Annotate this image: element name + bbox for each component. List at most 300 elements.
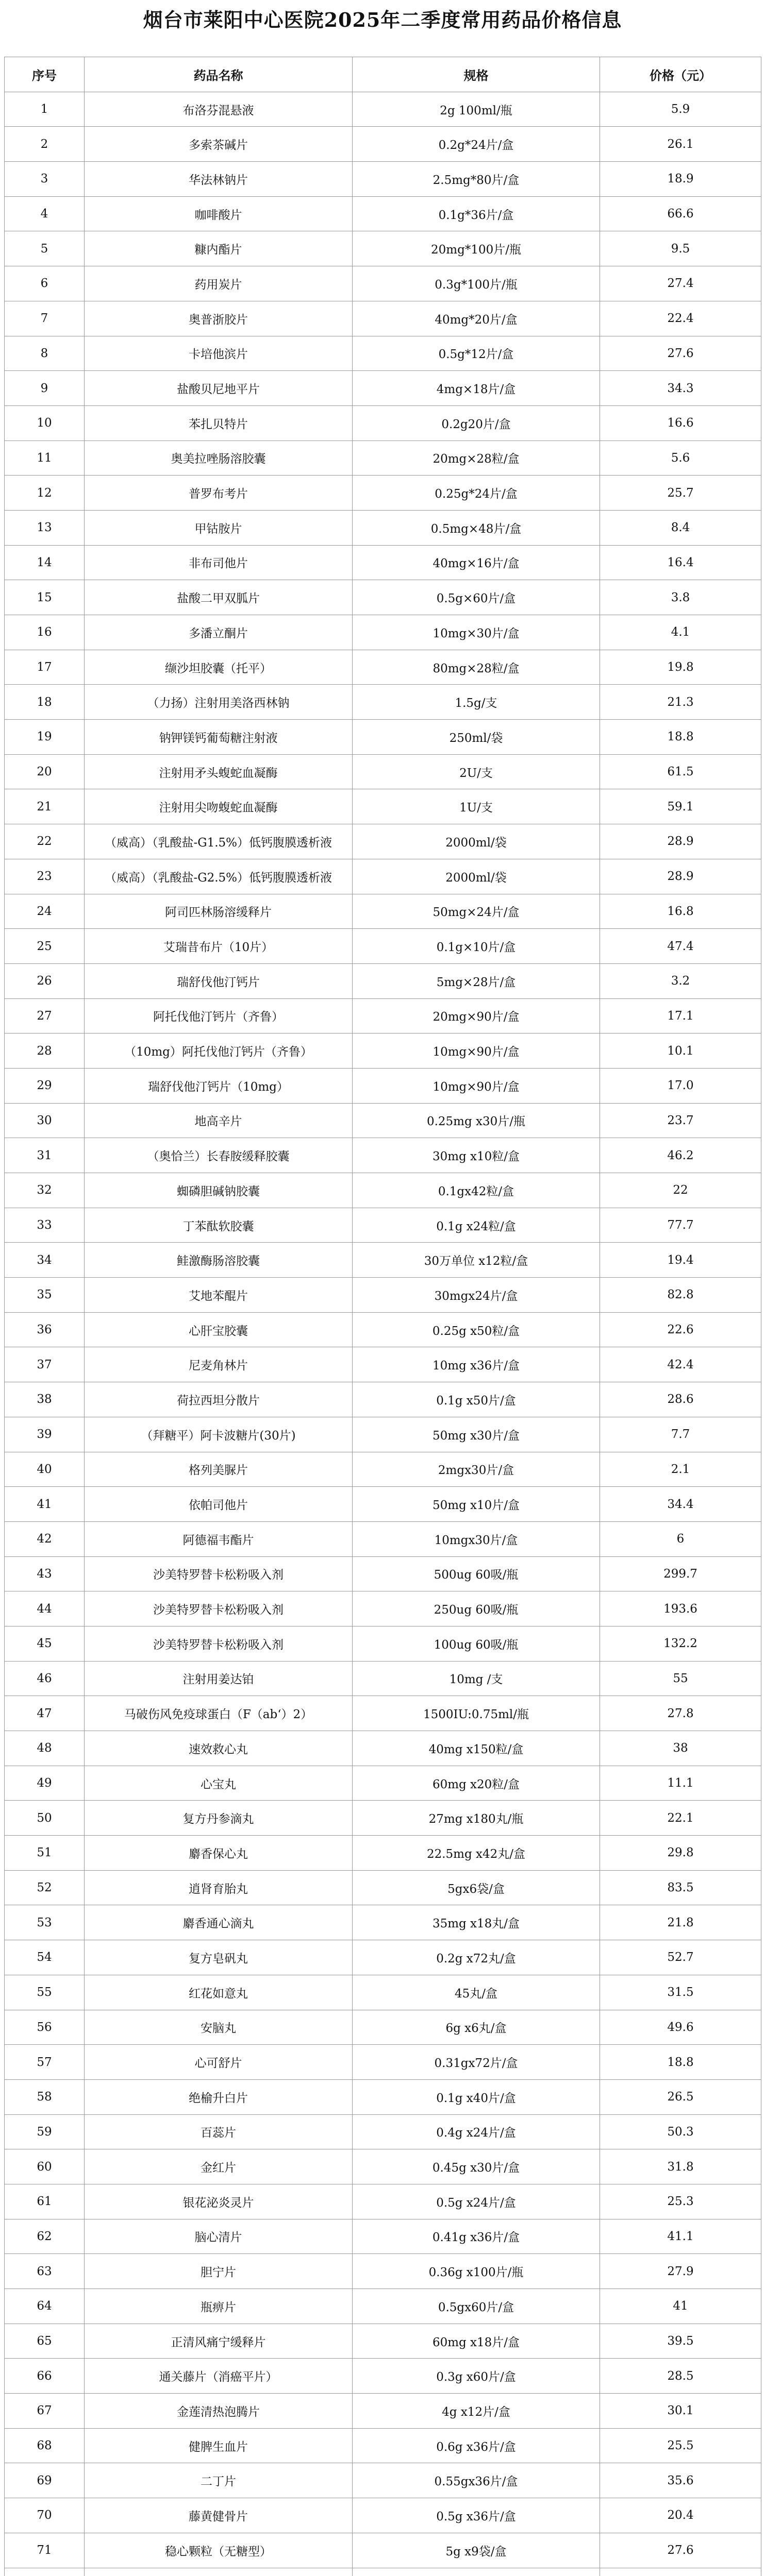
table-row xyxy=(5,1173,761,1208)
drug-price-table xyxy=(4,57,761,2576)
cell-price: 22.4 xyxy=(600,301,761,336)
cell-serial-number: 3 xyxy=(5,162,85,197)
table-row xyxy=(5,1138,761,1173)
cell-price: 21.8 xyxy=(600,1905,761,1940)
cell-price: 16.8 xyxy=(600,894,761,929)
cell-drug-name: 心宝丸 xyxy=(85,1766,353,1801)
table-row xyxy=(5,1033,761,1069)
cell-specification: 500ug 60吸/瓶 xyxy=(353,1556,600,1591)
cell-drug-name: 咖啡酸片 xyxy=(85,196,353,231)
cell-drug-name: 麝香通心滴丸 xyxy=(85,1905,353,1940)
cell-serial-number: 58 xyxy=(5,2079,85,2114)
table-row xyxy=(5,685,761,720)
cell-drug-name: 非布司他片 xyxy=(85,545,353,580)
cell-specification: 40mg*20片/盒 xyxy=(353,301,600,336)
cell-drug-name: 速效救心丸 xyxy=(85,1731,353,1766)
cell-drug-name: 注射用矛头蝮蛇血凝酶 xyxy=(85,754,353,789)
cell-drug-name: 格列美脲片 xyxy=(85,1452,353,1487)
table-row xyxy=(5,371,761,406)
cell-drug-name: （10mg）阿托伐他汀钙片（齐鲁） xyxy=(85,1033,353,1069)
cell-serial-number: 52 xyxy=(5,1870,85,1905)
cell-price: 25.7 xyxy=(600,476,761,511)
cell-drug-name: 红花如意丸 xyxy=(85,1975,353,2010)
table-row xyxy=(5,1591,761,1626)
cell-drug-name: 地高辛片 xyxy=(85,1103,353,1138)
cell-specification: 50mg×24片/盒 xyxy=(353,894,600,929)
cell-serial-number: 25 xyxy=(5,929,85,964)
cell-drug-name: 阿托伐他汀钙片（齐鲁） xyxy=(85,998,353,1033)
cell-drug-name: 盐酸二甲双胍片 xyxy=(85,580,353,615)
cell-specification: 2.5mg*80片/盒 xyxy=(353,162,600,197)
cell-drug-name: 布洛芬混悬液 xyxy=(85,92,353,127)
table-row xyxy=(5,998,761,1033)
cell-serial-number: 37 xyxy=(5,1347,85,1382)
cell-serial-number: 44 xyxy=(5,1591,85,1626)
cell-drug-name: 绝榆升白片 xyxy=(85,2079,353,2114)
table-row xyxy=(5,1243,761,1278)
table-row xyxy=(5,92,761,127)
cell-price: 39.5 xyxy=(600,2324,761,2359)
cell-specification: 2g 100ml/瓶 xyxy=(353,92,600,127)
cell-serial-number: 16 xyxy=(5,615,85,650)
table-row xyxy=(5,1696,761,1731)
cell-price: 7.7 xyxy=(600,1417,761,1452)
cell-specification: 2mgx30片/盒 xyxy=(353,1452,600,1487)
cell-price: 27.6 xyxy=(600,336,761,371)
cell-specification: 27mg x180丸/瓶 xyxy=(353,1801,600,1836)
table-row xyxy=(5,1975,761,2010)
cell-specification: 5g x9袋/盒 xyxy=(353,2533,600,2568)
cell-serial-number: 67 xyxy=(5,2394,85,2429)
cell-specification: 0.5g x36片/盒 xyxy=(353,2498,600,2533)
cell-price: 83.5 xyxy=(600,1870,761,1905)
cell-specification: 20mg×90片/盒 xyxy=(353,998,600,1033)
table-row xyxy=(5,545,761,580)
cell-serial-number: 41 xyxy=(5,1487,85,1522)
cell-price: 28.5 xyxy=(600,2359,761,2394)
cell-specification: 0.5g*12片/盒 xyxy=(353,336,600,371)
cell-specification: 0.1g×10片/盒 xyxy=(353,929,600,964)
cell-price: 31.5 xyxy=(600,1975,761,2010)
cell-specification: 100ug 60吸/瓶 xyxy=(353,1626,600,1661)
cell-drug-name: 通关藤片（消癌平片） xyxy=(85,2359,353,2394)
cell-specification: 22.5mg x42丸/盒 xyxy=(353,1836,600,1871)
cell-serial-number: 35 xyxy=(5,1278,85,1313)
cell-drug-name: 尼麦角林片 xyxy=(85,1347,353,1382)
cell-serial-number: 22 xyxy=(5,824,85,859)
cell-specification: 60mg x20粒/盒 xyxy=(353,1766,600,1801)
table-row xyxy=(5,1068,761,1103)
table-row xyxy=(5,127,761,162)
cell-specification: 2000ml/袋 xyxy=(353,824,600,859)
header-specification: 规格 xyxy=(353,57,600,92)
cell-price: 31.8 xyxy=(600,2149,761,2184)
cell-price: 49.6 xyxy=(600,2010,761,2045)
cell-specification xyxy=(353,2568,600,2576)
cell-price: 34.3 xyxy=(600,371,761,406)
cell-serial-number: 50 xyxy=(5,1801,85,1836)
cell-specification: 0.3g x60片/盒 xyxy=(353,2359,600,2394)
cell-drug-name: 逍肾育胎丸 xyxy=(85,1870,353,1905)
cell-drug-name: 麝香保心丸 xyxy=(85,1836,353,1871)
cell-specification: 0.25mg x30片/瓶 xyxy=(353,1103,600,1138)
cell-price: 35.6 xyxy=(600,2463,761,2498)
cell-specification: 0.36g x100片/瓶 xyxy=(353,2254,600,2289)
cell-serial-number: 68 xyxy=(5,2428,85,2463)
cell-serial-number: 2 xyxy=(5,127,85,162)
cell-specification: 0.2g*24片/盒 xyxy=(353,127,600,162)
cell-specification: 0.5gx60片/盒 xyxy=(353,2289,600,2324)
cell-serial-number: 57 xyxy=(5,2045,85,2080)
cell-specification: 0.1g x24粒/盒 xyxy=(353,1208,600,1243)
cell-price: 26.5 xyxy=(600,2079,761,2114)
cell-specification: 2000ml/袋 xyxy=(353,859,600,894)
cell-serial-number: 9 xyxy=(5,371,85,406)
cell-specification: 10mgx30片/盒 xyxy=(353,1521,600,1556)
cell-serial-number: 39 xyxy=(5,1417,85,1452)
cell-price: 20.4 xyxy=(600,2498,761,2533)
cell-drug-name: 华法林钠片 xyxy=(85,162,353,197)
table-row xyxy=(5,510,761,545)
table-row xyxy=(5,2568,761,2576)
cell-serial-number: 5 xyxy=(5,231,85,266)
cell-specification: 45丸/盒 xyxy=(353,1975,600,2010)
table-row xyxy=(5,2045,761,2080)
cell-price: 16.4 xyxy=(600,545,761,580)
cell-drug-name: 心肝宝胶囊 xyxy=(85,1312,353,1347)
table-row xyxy=(5,1382,761,1417)
cell-serial-number: 59 xyxy=(5,2114,85,2149)
table-row xyxy=(5,1731,761,1766)
table-row xyxy=(5,162,761,197)
cell-price: 132.2 xyxy=(600,1626,761,1661)
cell-price: 50.3 xyxy=(600,2114,761,2149)
cell-price: 18.8 xyxy=(600,720,761,755)
cell-price: 38 xyxy=(600,1731,761,1766)
cell-price: 299.7 xyxy=(600,1556,761,1591)
cell-drug-name: （威高）（乳酸盐-G2.5%）低钙腹膜透析液 xyxy=(85,859,353,894)
cell-serial-number: 13 xyxy=(5,510,85,545)
cell-drug-name: 阿德福韦酯片 xyxy=(85,1521,353,1556)
cell-specification: 20mg*100片/瓶 xyxy=(353,231,600,266)
cell-drug-name: 胆宁片 xyxy=(85,2254,353,2289)
cell-serial-number: 46 xyxy=(5,1661,85,1696)
cell-drug-name: （奥恰兰）长春胺缓释胶囊 xyxy=(85,1138,353,1173)
cell-price: 18.9 xyxy=(600,162,761,197)
table-row xyxy=(5,859,761,894)
table-row xyxy=(5,1208,761,1243)
cell-serial-number: 64 xyxy=(5,2289,85,2324)
table-row xyxy=(5,1626,761,1661)
cell-drug-name: 缬沙坦胶囊（托平） xyxy=(85,650,353,685)
cell-drug-name: 正清风痛宁缓释片 xyxy=(85,2324,353,2359)
cell-specification: 6g x6丸/盒 xyxy=(353,2010,600,2045)
table-row xyxy=(5,2324,761,2359)
cell-specification: 10mg×30片/盒 xyxy=(353,615,600,650)
cell-specification: 2U/支 xyxy=(353,754,600,789)
cell-drug-name: 荷拉西坦分散片 xyxy=(85,1382,353,1417)
cell-serial-number: 63 xyxy=(5,2254,85,2289)
cell-drug-name: 马破伤风免疫球蛋白（F（ab‘）2） xyxy=(85,1696,353,1731)
table-row xyxy=(5,2533,761,2568)
cell-serial-number: 29 xyxy=(5,1068,85,1103)
table-row xyxy=(5,440,761,476)
table-row xyxy=(5,231,761,266)
cell-specification: 0.5g×60片/盒 xyxy=(353,580,600,615)
table-row xyxy=(5,963,761,998)
cell-price: 22 xyxy=(600,1173,761,1208)
cell-price: 27.9 xyxy=(600,2254,761,2289)
cell-specification: 0.5g x24片/盒 xyxy=(353,2184,600,2219)
cell-drug-name xyxy=(85,2568,353,2576)
cell-serial-number: 8 xyxy=(5,336,85,371)
table-row xyxy=(5,894,761,929)
cell-drug-name: 银花泌炎灵片 xyxy=(85,2184,353,2219)
table-row xyxy=(5,2184,761,2219)
cell-price: 42.4 xyxy=(600,1347,761,1382)
table-row xyxy=(5,929,761,964)
cell-serial-number: 31 xyxy=(5,1138,85,1173)
table-row xyxy=(5,1766,761,1801)
cell-specification: 60mg x18片/盒 xyxy=(353,2324,600,2359)
cell-price: 16.6 xyxy=(600,405,761,440)
cell-serial-number: 60 xyxy=(5,2149,85,2184)
cell-serial-number: 15 xyxy=(5,580,85,615)
cell-price: 77.7 xyxy=(600,1208,761,1243)
cell-drug-name: 沙美特罗替卡松粉吸入剂 xyxy=(85,1556,353,1591)
cell-specification: 250ug 60吸/瓶 xyxy=(353,1591,600,1626)
cell-serial-number: 6 xyxy=(5,266,85,301)
cell-price: 82.8 xyxy=(600,1278,761,1313)
cell-specification: 0.6g x36片/盒 xyxy=(353,2428,600,2463)
cell-price: 6 xyxy=(600,1521,761,1556)
cell-serial-number: 11 xyxy=(5,440,85,476)
cell-drug-name: 多潘立酮片 xyxy=(85,615,353,650)
cell-drug-name: （力扬）注射用美洛西林钠 xyxy=(85,685,353,720)
cell-serial-number: 4 xyxy=(5,196,85,231)
cell-serial-number: 66 xyxy=(5,2359,85,2394)
table-row xyxy=(5,2289,761,2324)
cell-price: 19.8 xyxy=(600,650,761,685)
cell-specification: 10mg×90片/盒 xyxy=(353,1068,600,1103)
cell-specification: 5mg×28片/盒 xyxy=(353,963,600,998)
cell-drug-name: 钠钾镁钙葡萄糖注射液 xyxy=(85,720,353,755)
table-row xyxy=(5,1905,761,1940)
table-row xyxy=(5,824,761,859)
table-row xyxy=(5,1417,761,1452)
cell-price: 28.6 xyxy=(600,1382,761,1417)
cell-price: 5.6 xyxy=(600,440,761,476)
cell-drug-name: 普罗布考片 xyxy=(85,476,353,511)
cell-serial-number: 55 xyxy=(5,1975,85,2010)
table-row xyxy=(5,1347,761,1382)
cell-specification: 40mg×16片/盒 xyxy=(353,545,600,580)
cell-drug-name: 瓶痹片 xyxy=(85,2289,353,2324)
cell-specification: 0.1g*36片/盒 xyxy=(353,196,600,231)
cell-price xyxy=(600,2568,761,2576)
cell-price: 47.4 xyxy=(600,929,761,964)
cell-price: 22.1 xyxy=(600,1801,761,1836)
cell-price: 55 xyxy=(600,1661,761,1696)
cell-serial-number: 19 xyxy=(5,720,85,755)
cell-serial-number: 27 xyxy=(5,998,85,1033)
cell-drug-name: 鲑激酶肠溶胶囊 xyxy=(85,1243,353,1278)
cell-price: 193.6 xyxy=(600,1591,761,1626)
table-row xyxy=(5,1870,761,1905)
cell-serial-number: 23 xyxy=(5,859,85,894)
cell-specification: 0.2g x72丸/盒 xyxy=(353,1940,600,1975)
cell-serial-number: 61 xyxy=(5,2184,85,2219)
cell-price: 34.4 xyxy=(600,1487,761,1522)
cell-price: 41.1 xyxy=(600,2219,761,2254)
table-row xyxy=(5,1521,761,1556)
header-serial-number: 序号 xyxy=(5,57,85,92)
cell-drug-name: 卡培他滨片 xyxy=(85,336,353,371)
table-row xyxy=(5,1312,761,1347)
cell-price: 19.4 xyxy=(600,1243,761,1278)
table-row xyxy=(5,2254,761,2289)
cell-drug-name: 安脑丸 xyxy=(85,2010,353,2045)
cell-price: 27.4 xyxy=(600,266,761,301)
cell-drug-name: 沙美特罗替卡松粉吸入剂 xyxy=(85,1591,353,1626)
cell-specification: 40mg x150粒/盒 xyxy=(353,1731,600,1766)
cell-serial-number: 69 xyxy=(5,2463,85,2498)
table-row xyxy=(5,2498,761,2533)
cell-drug-name: 多索茶碱片 xyxy=(85,127,353,162)
cell-serial-number: 43 xyxy=(5,1556,85,1591)
table-row xyxy=(5,1836,761,1871)
cell-serial-number: 42 xyxy=(5,1521,85,1556)
cell-price: 17.0 xyxy=(600,1068,761,1103)
table-row xyxy=(5,2394,761,2429)
cell-drug-name: （拜糖平）阿卡波糖片(30片) xyxy=(85,1417,353,1452)
cell-price: 61.5 xyxy=(600,754,761,789)
table-row xyxy=(5,1103,761,1138)
cell-drug-name: 藤黄健骨片 xyxy=(85,2498,353,2533)
cell-drug-name: （威高）（乳酸盐-G1.5%）低钙腹膜透析液 xyxy=(85,824,353,859)
cell-price: 5.9 xyxy=(600,92,761,127)
cell-serial-number: 47 xyxy=(5,1696,85,1731)
cell-price: 28.9 xyxy=(600,859,761,894)
cell-drug-name: 蜘磷胆碱钠胶囊 xyxy=(85,1173,353,1208)
table-row xyxy=(5,266,761,301)
cell-specification: 20mg×28粒/盒 xyxy=(353,440,600,476)
cell-serial-number: 70 xyxy=(5,2498,85,2533)
cell-serial-number: 21 xyxy=(5,789,85,824)
table-row xyxy=(5,1278,761,1313)
cell-serial-number: 51 xyxy=(5,1836,85,1871)
table-row xyxy=(5,405,761,440)
cell-serial-number: 38 xyxy=(5,1382,85,1417)
document-title: 烟台市莱阳中心医院2025年二季度常用药品价格信息 xyxy=(143,8,622,31)
cell-specification: 1.5g/支 xyxy=(353,685,600,720)
cell-drug-name: 瑞舒伐他汀钙片（10mg） xyxy=(85,1068,353,1103)
cell-price: 26.1 xyxy=(600,127,761,162)
cell-serial-number: 53 xyxy=(5,1905,85,1940)
table-row xyxy=(5,1940,761,1975)
cell-serial-number: 18 xyxy=(5,685,85,720)
cell-serial-number: 49 xyxy=(5,1766,85,1801)
cell-serial-number: 36 xyxy=(5,1312,85,1347)
cell-serial-number: 10 xyxy=(5,405,85,440)
cell-price: 59.1 xyxy=(600,789,761,824)
cell-specification: 4g x12片/盒 xyxy=(353,2394,600,2429)
cell-price: 66.6 xyxy=(600,196,761,231)
table-row xyxy=(5,1661,761,1696)
table-row xyxy=(5,2010,761,2045)
cell-price: 22.6 xyxy=(600,1312,761,1347)
cell-drug-name: 苯扎贝特片 xyxy=(85,405,353,440)
cell-price: 3.2 xyxy=(600,963,761,998)
cell-drug-name: 复方皂矾丸 xyxy=(85,1940,353,1975)
cell-price: 18.8 xyxy=(600,2045,761,2080)
cell-price: 2.1 xyxy=(600,1452,761,1487)
table-row xyxy=(5,720,761,755)
cell-specification: 0.25g x50粒/盒 xyxy=(353,1312,600,1347)
cell-specification: 0.1g x50片/盒 xyxy=(353,1382,600,1417)
cell-specification: 1500IU:0.75ml/瓶 xyxy=(353,1696,600,1731)
cell-price: 4.1 xyxy=(600,615,761,650)
cell-specification: 50mg x30片/盒 xyxy=(353,1417,600,1452)
cell-drug-name: 复方丹参滴丸 xyxy=(85,1801,353,1836)
cell-drug-name: 稳心颗粒（无糖型） xyxy=(85,2533,353,2568)
cell-drug-name: 金红片 xyxy=(85,2149,353,2184)
cell-specification: 10mg×90片/盒 xyxy=(353,1033,600,1069)
cell-specification: 0.1gx42粒/盒 xyxy=(353,1173,600,1208)
cell-price: 23.7 xyxy=(600,1103,761,1138)
cell-specification: 0.55gx36片/盒 xyxy=(353,2463,600,2498)
cell-drug-name: 健脾生血片 xyxy=(85,2428,353,2463)
table-row xyxy=(5,476,761,511)
table-row xyxy=(5,1452,761,1487)
table-header-row xyxy=(5,57,761,92)
cell-drug-name: 沙美特罗替卡松粉吸入剂 xyxy=(85,1626,353,1661)
cell-serial-number: 26 xyxy=(5,963,85,998)
table-row xyxy=(5,2114,761,2149)
cell-price: 3.8 xyxy=(600,580,761,615)
cell-price: 10.1 xyxy=(600,1033,761,1069)
cell-specification: 0.25g*24片/盒 xyxy=(353,476,600,511)
table-row xyxy=(5,196,761,231)
cell-specification: 80mg×28粒/盒 xyxy=(353,650,600,685)
cell-serial-number: 14 xyxy=(5,545,85,580)
table-row xyxy=(5,2219,761,2254)
table-row xyxy=(5,615,761,650)
cell-drug-name: 奥美拉唑肠溶胶囊 xyxy=(85,440,353,476)
table-row xyxy=(5,1801,761,1836)
cell-serial-number: 62 xyxy=(5,2219,85,2254)
cell-drug-name: 依帕司他片 xyxy=(85,1487,353,1522)
cell-drug-name: 瑞舒伐他汀钙片 xyxy=(85,963,353,998)
header-price: 价格（元） xyxy=(600,57,761,92)
table-row xyxy=(5,2149,761,2184)
cell-specification: 0.31gx72片/盒 xyxy=(353,2045,600,2080)
cell-price: 25.3 xyxy=(600,2184,761,2219)
cell-drug-name: 注射用姜达铂 xyxy=(85,1661,353,1696)
cell-serial-number: 24 xyxy=(5,894,85,929)
cell-price: 29.8 xyxy=(600,1836,761,1871)
cell-serial-number: 65 xyxy=(5,2324,85,2359)
cell-serial-number: 12 xyxy=(5,476,85,511)
cell-drug-name: 脑心清片 xyxy=(85,2219,353,2254)
table-row xyxy=(5,2359,761,2394)
cell-drug-name: 糠内酯片 xyxy=(85,231,353,266)
cell-serial-number: 34 xyxy=(5,1243,85,1278)
cell-price: 17.1 xyxy=(600,998,761,1033)
cell-drug-name: 艾瑞昔布片（10片） xyxy=(85,929,353,964)
cell-serial-number: 45 xyxy=(5,1626,85,1661)
cell-specification: 0.2g20片/盒 xyxy=(353,405,600,440)
